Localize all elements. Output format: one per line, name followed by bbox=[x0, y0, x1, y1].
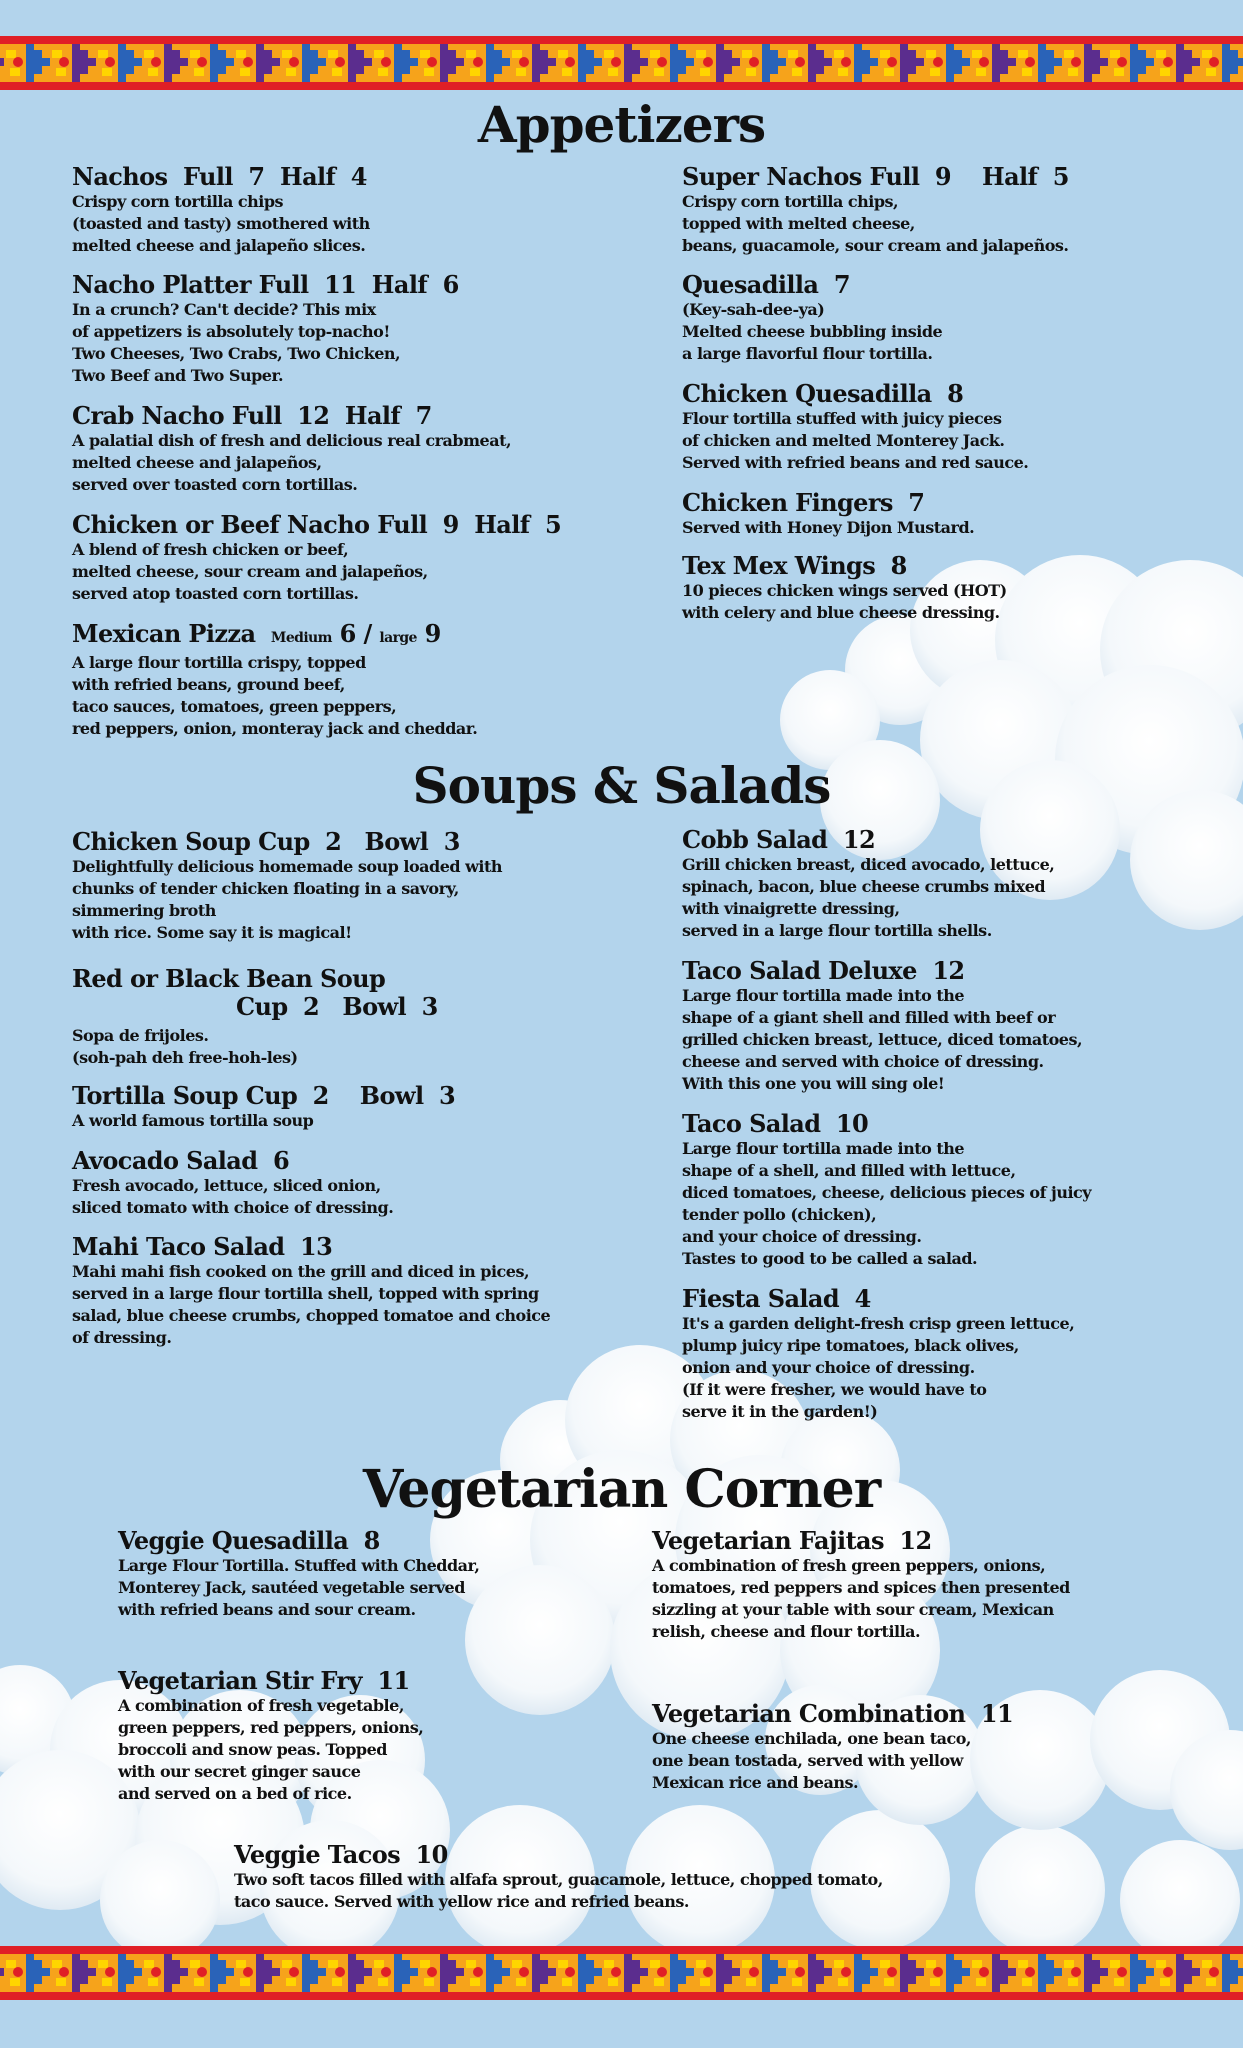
menu-item-chicken-beef-nacho bbox=[72, 511, 561, 605]
item-description: Sopa de frijoles. (soh-pah deh free-hoh-les) bbox=[72, 1026, 298, 1067]
item-description: A combination of fresh green peppers, onions, tomatoes, red peppers and spices then presented sizzling at your table with sour cream, Mexican relish, cheese and flour tortilla. bbox=[652, 1556, 1070, 1641]
item-description: Served with Honey Dijon Mustard. bbox=[682, 518, 975, 537]
size-large: large bbox=[379, 630, 417, 646]
price-separator: / bbox=[363, 619, 372, 648]
menu-item-bean-soup bbox=[72, 965, 438, 1069]
price-medium: 6 bbox=[339, 619, 356, 648]
item-description: Large flour tortilla made into the shape of a giant shell and filled with beef or grilled chicken breast, lettuce, diced tomatoes, cheese and served with choice of dressing. With this one you will sing ole! bbox=[682, 986, 1083, 1093]
item-name: Vegetarian Stir Fry 11 bbox=[118, 1666, 410, 1695]
item-name bbox=[72, 620, 477, 652]
item-name: Mahi Taco Salad 13 bbox=[72, 1232, 333, 1261]
item-name: Veggie Tacos 10 bbox=[234, 1840, 448, 1869]
menu-item-mahi-taco-salad bbox=[72, 1233, 550, 1349]
item-name: Vegetarian Fajitas 12 bbox=[652, 1526, 932, 1555]
item-description: A blend of fresh chicken or beef, melted cheese, sour cream and jalapeños, served atop toasted corn tortillas. bbox=[72, 540, 428, 603]
size-medium: Medium bbox=[270, 630, 332, 646]
menu-item-vegetarian-combination bbox=[652, 1700, 1013, 1794]
menu-item-vegetarian-fajitas bbox=[652, 1527, 1070, 1643]
item-description: A palatial dish of fresh and delicious real crabmeat, melted cheese and jalapeños, served over toasted corn tortillas. bbox=[72, 431, 512, 494]
item-description: Grill chicken breast, diced avocado, lettuce, spinach, bacon, blue cheese crumbs mixed with vinaigrette dressing, served in a large flour tortilla shells. bbox=[682, 855, 1055, 940]
item-name: Super Nachos Full 9 Half 5 bbox=[682, 162, 1069, 191]
item-name: Chicken Soup Cup 2 Bowl 3 bbox=[72, 827, 460, 856]
menu-item-quesadilla bbox=[682, 271, 942, 365]
item-name: Fiesta Salad 4 bbox=[682, 1284, 871, 1313]
menu-item-nacho-platter bbox=[72, 271, 459, 387]
item-description: Fresh avocado, lettuce, sliced onion, sliced tomato with choice of dressing. bbox=[72, 1176, 394, 1217]
item-name: Tortilla Soup Cup 2 Bowl 3 bbox=[72, 1081, 456, 1110]
price-large: 9 bbox=[424, 619, 441, 648]
menu-item-veggie-tacos bbox=[234, 1841, 883, 1913]
decorative-border-top bbox=[0, 36, 1243, 90]
menu-item-cobb-salad bbox=[682, 826, 1054, 942]
item-name: Chicken or Beef Nacho Full 9 Half 5 bbox=[72, 510, 562, 539]
item-name: Crab Nacho Full 12 Half 7 bbox=[72, 401, 432, 430]
menu-item-vegetarian-stir-fry bbox=[118, 1667, 423, 1805]
item-description: A world famous tortilla soup bbox=[72, 1111, 314, 1130]
menu-item-taco-salad-deluxe bbox=[682, 957, 1082, 1095]
vegetarian-corner-title: Vegetarian Corner bbox=[362, 1459, 881, 1520]
item-name: Taco Salad 10 bbox=[682, 1109, 869, 1138]
item-description: A combination of fresh vegetable, green peppers, red peppers, onions, broccoli and snow peas. Topped with our secret ginger sauce and served on a bed of rice. bbox=[118, 1696, 424, 1803]
decorative-border-bottom bbox=[0, 1946, 1243, 2000]
item-name: Chicken Quesadilla 8 bbox=[682, 379, 964, 408]
soups-salads-title: Soups & Salads bbox=[412, 756, 831, 815]
item-description: In a crunch? Can't decide? This mix of appetizers is absolutely top-nacho! Two Cheeses, Two Crabs, Two Chicken, Two Beef and Two Super. bbox=[72, 300, 401, 385]
item-name: Quesadilla 7 bbox=[682, 270, 850, 299]
item-name: Nacho Platter Full 11 Half 6 bbox=[72, 270, 459, 299]
item-name: Cobb Salad 12 bbox=[682, 825, 876, 854]
menu-item-tortilla-soup bbox=[72, 1082, 455, 1132]
menu-item-crab-nacho bbox=[72, 402, 511, 496]
menu-item-taco-salad bbox=[682, 1110, 1091, 1270]
appetizers-title: Appetizers bbox=[477, 95, 766, 154]
menu-item-tex-mex-wings bbox=[682, 552, 1007, 624]
item-description: It's a garden delight-fresh crisp green lettuce, plump juicy ripe tomatoes, black olives, onion and your choice of dressing. (If it were fresher, we would have to serve it in the garden!) bbox=[682, 1314, 1075, 1421]
item-name: Chicken Fingers 7 bbox=[682, 488, 925, 517]
menu-item-super-nachos bbox=[682, 163, 1069, 257]
item-name: Avocado Salad 6 bbox=[72, 1146, 290, 1175]
menu-item-nachos bbox=[72, 163, 370, 257]
item-description: Large Flour Tortilla. Stuffed with Cheddar, Monterey Jack, sautéed vegetable served with refried beans and sour cream. bbox=[118, 1556, 480, 1619]
item-name: Tex Mex Wings 8 bbox=[682, 551, 907, 580]
item-description: Large flour tortilla made into the shape of a shell, and filled with lettuce, diced tomatoes, cheese, delicious pieces of juicy tender pollo (chicken), and your choice of dressing. Tastes to good to be called a salad. bbox=[682, 1139, 1092, 1268]
menu-item-fiesta-salad bbox=[682, 1285, 1074, 1423]
item-name: Nachos Full 7 Half 4 bbox=[72, 162, 367, 191]
item-name: Vegetarian Combination 11 bbox=[652, 1699, 1014, 1728]
item-description: Delightfully delicious homemade soup loaded with chunks of tender chicken floating in a savory, simmering broth with rice. Some say it is magical! bbox=[72, 857, 503, 942]
item-description: 10 pieces chicken wings served (HOT) with celery and blue cheese dressing. bbox=[682, 581, 1007, 622]
menu-item-chicken-quesadilla bbox=[682, 380, 1028, 474]
item-title: Mexican Pizza bbox=[72, 619, 256, 648]
menu-item-veggie-quesadilla bbox=[118, 1527, 479, 1621]
item-description: A large flour tortilla crispy, topped with refried beans, ground beef, taco sauces, tomatoes, green peppers, red peppers, onion, monteray jack and cheddar. bbox=[72, 653, 478, 738]
menu-item-mexican-pizza bbox=[72, 620, 477, 740]
item-description: Two soft tacos filled with alfafa sprout, guacamole, lettuce, chopped tomato, taco sauce. Served with yellow rice and refried beans. bbox=[234, 1870, 883, 1911]
menu-item-avocado-salad bbox=[72, 1147, 393, 1219]
item-price-line: Cup 2 Bowl 3 bbox=[236, 992, 438, 1021]
item-name: Red or Black Bean Soup bbox=[72, 964, 386, 993]
item-description: One cheese enchilada, one bean taco, one bean tostada, served with yellow Mexican rice and beans. bbox=[652, 1729, 971, 1792]
item-description: Crispy corn tortilla chips, topped with melted cheese, beans, guacamole, sour cream and jalapeños. bbox=[682, 192, 1069, 255]
item-name: Taco Salad Deluxe 12 bbox=[682, 956, 965, 985]
item-description: Mahi mahi fish cooked on the grill and diced in pices, served in a large flour tortilla shell, topped with spring salad, blue cheese crumbs, chopped tomatoe and choice of dressing. bbox=[72, 1262, 551, 1347]
menu-item-chicken-soup bbox=[72, 828, 502, 944]
item-name: Veggie Quesadilla 8 bbox=[118, 1526, 380, 1555]
item-description: Crispy corn tortilla chips (toasted and tasty) smothered with melted cheese and jalapeño slices. bbox=[72, 192, 370, 255]
item-description: Flour tortilla stuffed with juicy pieces of chicken and melted Monterey Jack. Served with refried beans and red sauce. bbox=[682, 409, 1029, 472]
item-description: (Key-sah-dee-ya) Melted cheese bubbling inside a large flavorful flour tortilla. bbox=[682, 300, 943, 363]
menu-item-chicken-fingers bbox=[682, 489, 974, 539]
